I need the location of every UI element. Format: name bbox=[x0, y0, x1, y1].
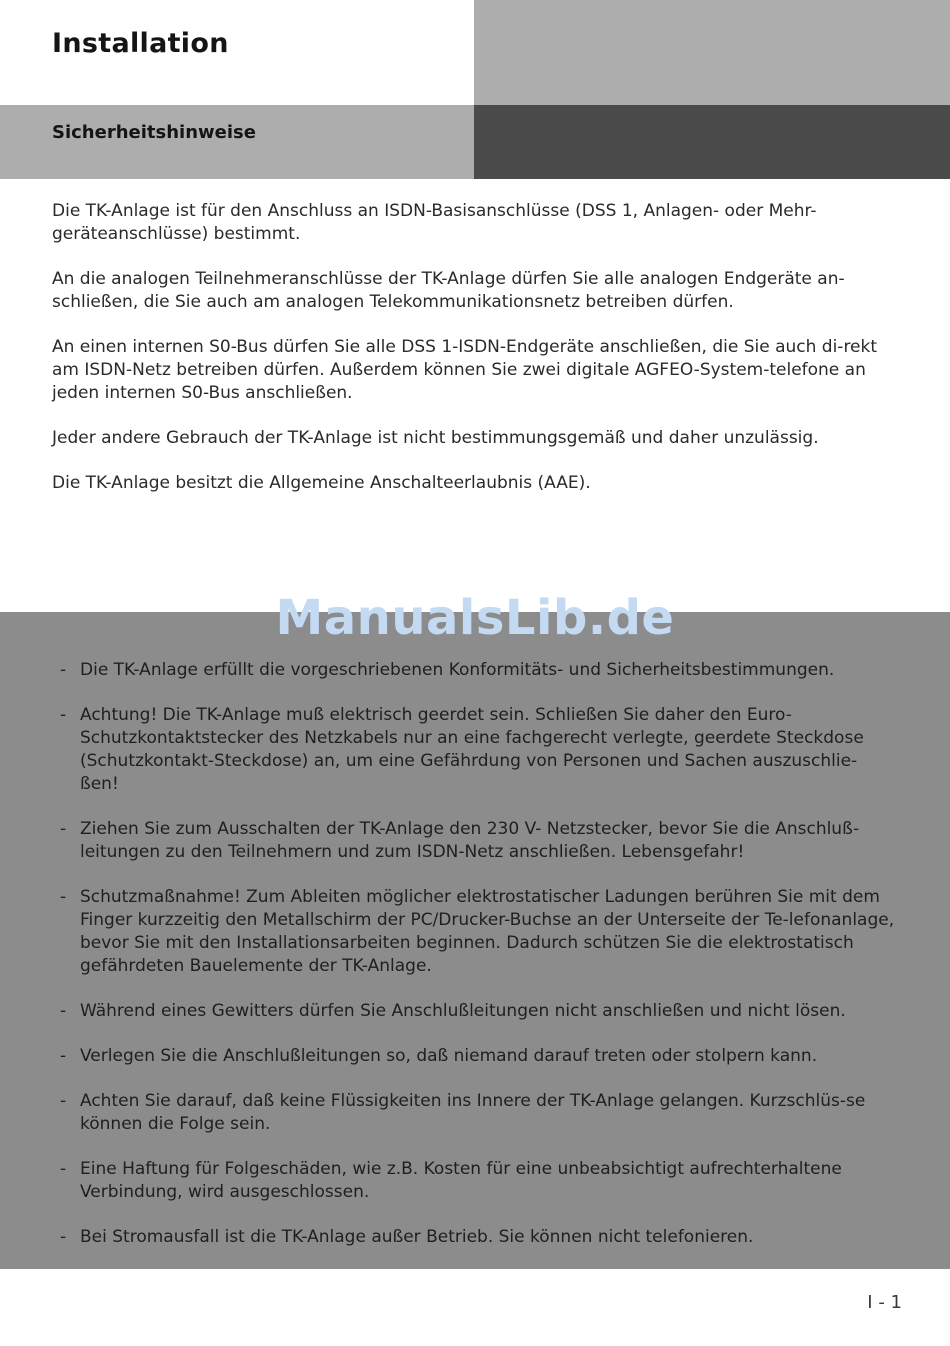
bullet-dash: - bbox=[60, 1046, 67, 1066]
list-item bbox=[60, 886, 895, 978]
list-item-text: Bei Stromausfall ist die TK-Anlage außer Betrieb. Sie können nicht telefonieren. bbox=[80, 1227, 754, 1247]
list-item-text: Ziehen Sie zum Ausschalten der TK-Anlage den 230 V- Netzstecker, bevor Sie die Anschluß-leitungen zu den Teilnehmern und zum ISDN-Netz anschließen. Lebensgefahr! bbox=[80, 819, 860, 862]
page-title: Installation bbox=[52, 28, 229, 59]
intro-paragraph: Die TK-Anlage ist für den Anschluss an ISDN-Basisanschlüsse (DSS 1, Anlagen- oder Mehr-geräteanschlüsse) bestimmt. bbox=[52, 201, 817, 244]
list-item bbox=[60, 1000, 895, 1023]
list-item bbox=[60, 1090, 895, 1136]
bullet-dash: - bbox=[60, 705, 67, 725]
bullet-dash: - bbox=[60, 1227, 67, 1247]
list-item-text: Achtung! Die TK-Anlage muß elektrisch geerdet sein. Schließen Sie daher den Euro-Schutzkontaktstecker des Netzkabels nur an eine fachgerecht verlegte, geerdete Steckdose (Schutzkontakt-Steckdose) an, um eine Gefährdung von Personen und Sachen auszuschlie-ßen! bbox=[80, 705, 864, 794]
section-title: Sicherheitshinweise bbox=[52, 122, 256, 143]
list-item bbox=[60, 1045, 895, 1068]
intro-paragraph: An die analogen Teilnehmeranschlüsse der TK-Anlage dürfen Sie alle analogen Endgeräte an-schließen, die Sie auch am analogen Telekommunikationsnetz betreiben dürfen. bbox=[52, 269, 845, 312]
header-accent-block bbox=[474, 0, 950, 105]
list-item-text: Eine Haftung für Folgeschäden, wie z.B. Kosten für eine unbeabsichtigt aufrechterhaltene Verbindung, wird ausgeschlossen. bbox=[80, 1159, 842, 1202]
safety-list bbox=[60, 659, 895, 1271]
subtitle-band-dark bbox=[474, 105, 950, 179]
list-item-text: Schutzmaßnahme! Zum Ableiten möglicher elektrostatischer Ladungen berühren Sie mit dem Finger kurzzeitig den Metallschirm der PC/Drucker-Buchse an der Unterseite der Te-lefonanlage, bevor Sie mit den Installationsarbeiten beginnen. Dadurch schützen Sie die elektrostatisch gefährdeten Bauelemente der TK-Anlage. bbox=[80, 887, 895, 976]
list-item bbox=[60, 1158, 895, 1204]
bullet-dash: - bbox=[60, 1001, 67, 1021]
intro-paragraph: Jeder andere Gebrauch der TK-Anlage ist nicht bestimmungsgemäß und daher unzulässig. bbox=[52, 428, 819, 448]
watermark: ManualsLib.de bbox=[275, 590, 675, 646]
bullet-dash: - bbox=[60, 1159, 67, 1179]
page-number: I - 1 bbox=[867, 1292, 902, 1313]
list-item-text: Verlegen Sie die Anschlußleitungen so, daß niemand darauf treten oder stolpern kann. bbox=[80, 1046, 818, 1066]
bullet-dash: - bbox=[60, 1091, 67, 1111]
list-item-text: Achten Sie darauf, daß keine Flüssigkeiten ins Innere der TK-Anlage gelangen. Kurzschlüs-se können die Folge sein. bbox=[80, 1091, 866, 1134]
intro-paragraph: An einen internen S0-Bus dürfen Sie alle DSS 1-ISDN-Endgeräte anschließen, die Sie auch di-rekt am ISDN-Netz betreiben dürfen. Außerdem können Sie zwei digitale AGFEO-System-telefone an jeden internen S0-Bus anschließen. bbox=[52, 337, 878, 403]
intro-paragraph: Die TK-Anlage besitzt die Allgemeine Anschalteerlaubnis (AAE). bbox=[52, 473, 591, 493]
list-item bbox=[60, 659, 895, 682]
list-item bbox=[60, 1226, 895, 1249]
bullet-dash: - bbox=[60, 819, 67, 839]
list-item-text: Die TK-Anlage erfüllt die vorgeschriebenen Konformitäts- und Sicherheitsbestimmungen. bbox=[80, 660, 835, 680]
list-item bbox=[60, 818, 895, 864]
list-item bbox=[60, 704, 895, 796]
intro-text bbox=[52, 200, 902, 517]
bullet-dash: - bbox=[60, 887, 67, 907]
list-item-text: Während eines Gewitters dürfen Sie Anschlußleitungen nicht anschließen und nicht lösen. bbox=[80, 1001, 846, 1021]
bullet-dash: - bbox=[60, 660, 67, 680]
